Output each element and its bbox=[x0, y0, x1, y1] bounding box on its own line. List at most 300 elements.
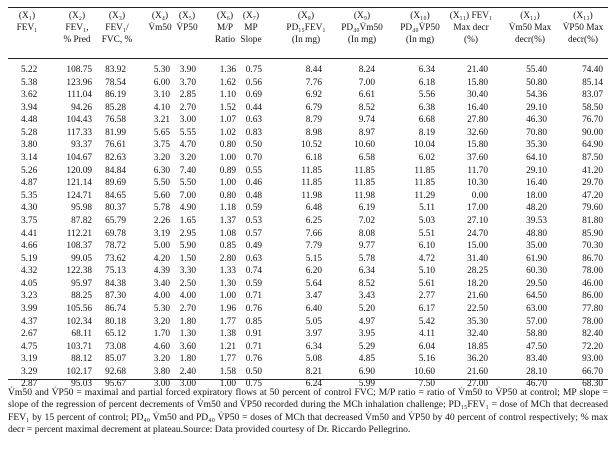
header-x10-line1: (X₁₀) bbox=[410, 11, 430, 21]
table-cell: 1.00 bbox=[219, 153, 236, 164]
table-cell: 4.37 bbox=[21, 316, 38, 327]
header-x7-line2: MP bbox=[244, 23, 258, 33]
table-cell: 39.53 bbox=[526, 215, 547, 226]
table-cell: 3.29 bbox=[21, 366, 38, 377]
table-cell: 3.97 bbox=[305, 329, 322, 340]
table-cell: 11.98 bbox=[301, 190, 322, 201]
table-cell: 6.92 bbox=[305, 90, 322, 101]
column-x3 bbox=[96, 64, 126, 391]
table-cell: 5.56 bbox=[418, 90, 435, 101]
header-x4-line3: V̇m50 bbox=[148, 23, 172, 33]
column-x10 bbox=[405, 64, 435, 391]
table-cell: 108.37 bbox=[66, 241, 92, 252]
header-x9-line1: (X₉) bbox=[353, 11, 371, 21]
table-cell: 15.00 bbox=[467, 241, 488, 252]
table-cell: 1.37 bbox=[219, 215, 236, 226]
table-cell: 4.87 bbox=[21, 178, 38, 189]
table-cell: 0.55 bbox=[245, 165, 262, 176]
table-cell: 10.60 bbox=[354, 140, 375, 151]
table-cell: 0.85 bbox=[219, 241, 236, 252]
table-cell: 4.30 bbox=[21, 203, 38, 214]
table-cell: 2.85 bbox=[179, 90, 196, 101]
table-cell: 46.00 bbox=[582, 278, 603, 289]
table-cell: 108.75 bbox=[66, 65, 92, 75]
table-cell: 15.80 bbox=[467, 77, 488, 88]
table-cell: 0.63 bbox=[245, 253, 262, 264]
table-cell: 6.34 bbox=[358, 266, 375, 277]
table-cell: 85.07 bbox=[105, 354, 126, 365]
table-cell: 3.19 bbox=[21, 354, 38, 365]
table-cell: 48.20 bbox=[526, 203, 547, 214]
table-cell: 80.37 bbox=[105, 203, 126, 214]
table-cell: 0.70 bbox=[245, 153, 262, 164]
table-cell: 3.70 bbox=[179, 77, 196, 88]
table-cell: 9.74 bbox=[358, 115, 375, 126]
header-x11 bbox=[443, 10, 499, 46]
table-cell: 80.18 bbox=[105, 316, 126, 327]
table-cell: 103.71 bbox=[66, 341, 92, 352]
table-cell: 5.38 bbox=[21, 77, 38, 88]
table-cell: 61.90 bbox=[526, 253, 547, 264]
table-cell: 58.50 bbox=[582, 102, 603, 113]
table-cell: 85.28 bbox=[105, 102, 126, 113]
table-cell: 0.75 bbox=[245, 379, 262, 390]
table-cell: 5.28 bbox=[21, 127, 38, 138]
table-cell: 3.00 bbox=[179, 379, 196, 390]
table-cell: 24.70 bbox=[467, 228, 488, 239]
header-x12-line1: (X₁₂) bbox=[520, 11, 540, 21]
table-cell: 3.20 bbox=[153, 153, 170, 164]
table-cell: 1.50 bbox=[179, 253, 196, 264]
header-x11-line2: Max decr bbox=[453, 23, 489, 33]
table-cell: 5.55 bbox=[179, 127, 196, 138]
header-x3 bbox=[98, 10, 136, 46]
table-cell: 15.80 bbox=[467, 140, 488, 151]
header-x9-line2: PD₄₀V̇m50 bbox=[341, 23, 383, 33]
table-cell: 112.21 bbox=[66, 228, 92, 239]
table-cell: 3.23 bbox=[21, 291, 38, 302]
table-cell: 3.00 bbox=[153, 379, 170, 390]
table-cell: 3.75 bbox=[153, 140, 170, 151]
table-cell: 29.70 bbox=[582, 178, 603, 189]
table-cell: 3.20 bbox=[153, 316, 170, 327]
table-cell: 5.50 bbox=[179, 178, 196, 189]
table-cell: 5.16 bbox=[418, 354, 435, 365]
table-cell: 1.08 bbox=[219, 228, 236, 239]
table-cell: 5.30 bbox=[153, 303, 170, 314]
table-cell: 5.26 bbox=[21, 165, 38, 176]
table-cell: 87.50 bbox=[582, 153, 603, 164]
table-cell: 6.61 bbox=[358, 90, 375, 101]
header-x13 bbox=[558, 10, 608, 46]
table-cell: 1.02 bbox=[219, 127, 236, 138]
table-cell: 28.10 bbox=[526, 366, 547, 377]
table-cell: 4.11 bbox=[419, 329, 435, 340]
table-cell: 75.13 bbox=[105, 266, 126, 277]
table-cell: 1.96 bbox=[219, 303, 236, 314]
table-cell: 4.72 bbox=[418, 253, 435, 264]
table-cell: 3.75 bbox=[21, 215, 38, 226]
table-cell: 86.74 bbox=[105, 303, 126, 314]
table-cell: 3.40 bbox=[153, 278, 170, 289]
table-cell: 90.00 bbox=[582, 127, 603, 138]
table-cell: 6.19 bbox=[358, 203, 375, 214]
table-cell: 6.00 bbox=[153, 77, 170, 88]
table-cell: 70.30 bbox=[582, 241, 603, 252]
table-cell: 0.80 bbox=[219, 190, 236, 201]
column-x5 bbox=[172, 64, 196, 391]
header-x13-line3: decr(%) bbox=[568, 35, 598, 45]
table-cell: 2.40 bbox=[179, 366, 196, 377]
table-cell: 5.65 bbox=[153, 127, 170, 138]
table-cell: 69.78 bbox=[105, 228, 126, 239]
table-cell: 68.11 bbox=[71, 329, 92, 340]
table-cell: 48.80 bbox=[526, 228, 547, 239]
table-cell: 3.21 bbox=[153, 115, 170, 126]
table-cell: 123.96 bbox=[66, 77, 92, 88]
table-cell: 104.43 bbox=[66, 115, 92, 126]
table-cell: 27.00 bbox=[467, 379, 488, 390]
table-cell: 32.40 bbox=[467, 329, 488, 340]
table-cell: 9.77 bbox=[358, 241, 375, 252]
table-cell: 29.50 bbox=[526, 278, 547, 289]
table-cell: 22.50 bbox=[467, 303, 488, 314]
table-cell: 4.41 bbox=[21, 228, 38, 239]
table-cell: 35.00 bbox=[526, 241, 547, 252]
table-cell: 28.25 bbox=[467, 266, 488, 277]
header-x2-line2: FEV₁, bbox=[65, 23, 89, 33]
table-cell: 1.80 bbox=[179, 316, 196, 327]
table-cell: 102.34 bbox=[66, 316, 92, 327]
header-x7-line1: (X₇) bbox=[242, 11, 260, 21]
table-cell: 35.30 bbox=[526, 140, 547, 151]
table-cell: 2.95 bbox=[179, 228, 196, 239]
table-cell: 3.80 bbox=[21, 140, 38, 151]
table-cell: 87.82 bbox=[71, 215, 92, 226]
table-cell: 122.38 bbox=[66, 266, 92, 277]
table-header-rule bbox=[8, 58, 608, 59]
table-cell: 4.39 bbox=[153, 266, 170, 277]
table-cell: 2.87 bbox=[21, 379, 38, 390]
header-x1 bbox=[12, 10, 42, 34]
table-cell: 8.21 bbox=[305, 366, 322, 377]
table-cell: 0.46 bbox=[245, 178, 262, 189]
table-cell: 6.68 bbox=[418, 115, 435, 126]
header-x12-line3: decr(%) bbox=[515, 35, 545, 45]
column-x8 bbox=[292, 64, 322, 391]
table-top-rule bbox=[8, 7, 608, 8]
table-cell: 7.00 bbox=[358, 77, 375, 88]
table-cell: 2.26 bbox=[153, 215, 170, 226]
header-x1-line2: (X₁) bbox=[18, 11, 36, 21]
table-cell: 0.56 bbox=[245, 77, 262, 88]
table-cell: 21.60 bbox=[467, 366, 488, 377]
table-cell: 0.71 bbox=[245, 341, 262, 352]
table-cell: 87.30 bbox=[105, 291, 126, 302]
table-cell: 5.99 bbox=[358, 379, 375, 390]
table-bottom-rule bbox=[8, 379, 608, 380]
table-cell: 5.20 bbox=[358, 303, 375, 314]
table-cell: 5.90 bbox=[179, 241, 196, 252]
table-cell: 85.90 bbox=[582, 228, 603, 239]
table-cell: 5.42 bbox=[418, 316, 435, 327]
table-cell: 6.58 bbox=[358, 153, 375, 164]
table-cell: 6.34 bbox=[418, 65, 435, 75]
table-cell: 63.00 bbox=[526, 303, 547, 314]
table-cell: 5.51 bbox=[418, 228, 435, 239]
table-cell: 4.90 bbox=[179, 203, 196, 214]
table-cell: 17.00 bbox=[467, 203, 488, 214]
table-cell: 4.00 bbox=[179, 291, 196, 302]
table-cell: 81.80 bbox=[582, 215, 603, 226]
table-cell: 86.70 bbox=[582, 253, 603, 264]
table-cell: 0.63 bbox=[245, 115, 262, 126]
table-cell: 18.85 bbox=[467, 341, 488, 352]
table-cell: 0.59 bbox=[245, 278, 262, 289]
table-cell: 27.10 bbox=[467, 215, 488, 226]
table-cell: 0.00 bbox=[471, 190, 488, 201]
table-cell: 41.20 bbox=[582, 165, 603, 176]
table-cell: 2.77 bbox=[418, 291, 435, 302]
header-x7 bbox=[236, 10, 266, 46]
table-cell: 0.57 bbox=[245, 228, 262, 239]
table-cell: 31.40 bbox=[467, 253, 488, 264]
table-cell: 7.02 bbox=[358, 215, 375, 226]
table-cell: 3.90 bbox=[179, 65, 196, 75]
table-cell: 76.61 bbox=[105, 140, 126, 151]
table-cell: 1.36 bbox=[219, 65, 236, 75]
table-cell: 0.50 bbox=[245, 366, 262, 377]
table-cell: 11.85 bbox=[414, 165, 435, 176]
table-cell: 27.80 bbox=[467, 115, 488, 126]
table-cell: 65.79 bbox=[105, 215, 126, 226]
table-cell: 8.79 bbox=[305, 115, 322, 126]
table-cell: 5.10 bbox=[418, 266, 435, 277]
table-cell: 11.85 bbox=[354, 165, 375, 176]
table-cell: 8.24 bbox=[358, 65, 375, 75]
table-cell: 36.20 bbox=[467, 354, 488, 365]
table-cell: 4.05 bbox=[21, 278, 38, 289]
table-cell: 7.00 bbox=[179, 190, 196, 201]
table-cell: 73.62 bbox=[105, 253, 126, 264]
table-cell: 29.10 bbox=[526, 102, 547, 113]
table-cell: 3.10 bbox=[153, 90, 170, 101]
table-cell: 73.08 bbox=[105, 341, 126, 352]
header-x10 bbox=[395, 10, 445, 46]
table-cell: 84.65 bbox=[105, 190, 126, 201]
table-cell: 95.97 bbox=[71, 278, 92, 289]
table-cell: 7.50 bbox=[418, 379, 435, 390]
table-cell: 10.04 bbox=[414, 140, 435, 151]
header-x5-line3: V̇P50 bbox=[176, 23, 198, 33]
header-x13-line1: (X₁₃) bbox=[573, 11, 593, 21]
table-cell: 4.00 bbox=[153, 291, 170, 302]
table-cell: 1.30 bbox=[179, 329, 196, 340]
table-cell: 84.38 bbox=[105, 278, 126, 289]
table-cell: 8.44 bbox=[305, 65, 322, 75]
table-cell: 76.70 bbox=[582, 115, 603, 126]
table-cell: 5.78 bbox=[358, 253, 375, 264]
table-cell: 5.22 bbox=[21, 65, 38, 75]
table-cell: 5.29 bbox=[358, 341, 375, 352]
table-cell: 5.03 bbox=[418, 215, 435, 226]
header-x11-line3: (%) bbox=[464, 35, 478, 45]
table-cell: 82.63 bbox=[105, 153, 126, 164]
table-cell: 3.60 bbox=[179, 341, 196, 352]
table-cell: 74.40 bbox=[582, 65, 603, 75]
table-cell: 1.00 bbox=[219, 178, 236, 189]
table-cell: 46.30 bbox=[526, 115, 547, 126]
table-cell: 95.67 bbox=[105, 379, 126, 390]
header-x1-line3: FEV₁ bbox=[16, 23, 38, 33]
table-cell: 29.10 bbox=[526, 165, 547, 176]
table-cell: 11.85 bbox=[414, 178, 435, 189]
table-cell: 78.00 bbox=[582, 316, 603, 327]
table-cell: 1.70 bbox=[153, 329, 170, 340]
table-cell: 0.76 bbox=[245, 354, 262, 365]
table-cell: 70.80 bbox=[526, 127, 547, 138]
table-cell: 78.00 bbox=[582, 266, 603, 277]
table-cell: 5.50 bbox=[153, 178, 170, 189]
column-x12 bbox=[515, 64, 547, 391]
table-cell: 3.47 bbox=[305, 291, 322, 302]
table-cell: 81.99 bbox=[105, 127, 126, 138]
table-cell: 2.50 bbox=[179, 278, 196, 289]
table-cell: 4.20 bbox=[153, 253, 170, 264]
header-x6-line1: (X₆) bbox=[216, 11, 234, 21]
table-cell: 8.98 bbox=[305, 127, 322, 138]
column-x7 bbox=[238, 64, 262, 391]
table-cell: 46.70 bbox=[526, 379, 547, 390]
table-cell: 65.12 bbox=[105, 329, 126, 340]
column-x11 bbox=[456, 64, 488, 391]
table-cell: 6.90 bbox=[358, 366, 375, 377]
table-cell: 93.00 bbox=[582, 354, 603, 365]
header-x6-line2: M/P bbox=[216, 23, 234, 33]
header-x2 bbox=[56, 10, 98, 46]
table-cell: 5.19 bbox=[21, 253, 38, 264]
table-cell: 1.30 bbox=[219, 278, 236, 289]
table-cell: 5.15 bbox=[305, 253, 322, 264]
table-cell: 0.53 bbox=[245, 215, 262, 226]
table-cell: 6.25 bbox=[305, 215, 322, 226]
table-cell: 88.12 bbox=[71, 354, 92, 365]
table-cell: 4.85 bbox=[358, 354, 375, 365]
table-cell: 3.14 bbox=[21, 153, 38, 164]
column-x9 bbox=[345, 64, 375, 391]
table-cell: 0.83 bbox=[245, 127, 262, 138]
table-cell: 64.10 bbox=[526, 153, 547, 164]
table-cell: 0.59 bbox=[245, 203, 262, 214]
header-x2-line3: % Pred bbox=[63, 35, 91, 45]
column-x13 bbox=[571, 64, 603, 391]
table-cell: 102.17 bbox=[66, 366, 92, 377]
table-cell: 76.58 bbox=[105, 115, 126, 126]
table-cell: 5.05 bbox=[305, 316, 322, 327]
table-cell: 68.30 bbox=[582, 379, 603, 390]
table-cell: 93.37 bbox=[71, 140, 92, 151]
table-cell: 117.33 bbox=[66, 127, 92, 138]
table-cell: 11.85 bbox=[301, 178, 322, 189]
table-cell: 7.79 bbox=[305, 241, 322, 252]
header-x10-line3: (In mg) bbox=[405, 35, 435, 45]
column-x4 bbox=[145, 64, 170, 391]
table-cell: 99.05 bbox=[71, 253, 92, 264]
header-x13-line2: V̇P50 Max bbox=[562, 23, 604, 33]
table-cell: 32.60 bbox=[467, 127, 488, 138]
table-cell: 2.70 bbox=[179, 102, 196, 113]
table-cell: 6.17 bbox=[418, 303, 435, 314]
table-cell: 86.00 bbox=[582, 291, 603, 302]
table-cell: 3.20 bbox=[179, 153, 196, 164]
table-cell: 85.14 bbox=[582, 77, 603, 88]
header-x4 bbox=[145, 10, 175, 34]
table-cell: 6.38 bbox=[418, 102, 435, 113]
table-cell: 6.40 bbox=[305, 303, 322, 314]
table-cell: 11.70 bbox=[467, 165, 488, 176]
table-cell: 5.00 bbox=[153, 241, 170, 252]
table-cell: 89.69 bbox=[105, 178, 126, 189]
table-cell: 79.60 bbox=[582, 203, 603, 214]
table-cell: 4.32 bbox=[21, 266, 38, 277]
table-cell: 78.72 bbox=[105, 241, 126, 252]
table-cell: 121.14 bbox=[66, 178, 92, 189]
table-cell: 4.75 bbox=[21, 341, 38, 352]
table-cell: 18.00 bbox=[526, 190, 547, 201]
table-cell: 72.20 bbox=[582, 341, 603, 352]
table-cell: 50.80 bbox=[526, 77, 547, 88]
header-x8-line1: (X₈) bbox=[297, 11, 315, 21]
header-x4-line2: (X₄) bbox=[151, 11, 169, 21]
table-cell: 6.18 bbox=[418, 77, 435, 88]
header-x8 bbox=[277, 10, 335, 46]
table-cell: 0.80 bbox=[219, 140, 236, 151]
table-cell: 8.19 bbox=[418, 127, 435, 138]
table-cell: 84.84 bbox=[105, 165, 126, 176]
table-cell: 86.19 bbox=[105, 90, 126, 101]
table-cell: 11.29 bbox=[414, 190, 435, 201]
header-x5-line2: (X₅) bbox=[178, 11, 196, 21]
table-cell: 6.18 bbox=[305, 153, 322, 164]
table-cell: 5.08 bbox=[305, 354, 322, 365]
table-cell: 2.80 bbox=[219, 253, 236, 264]
column-x1 bbox=[21, 64, 51, 391]
table-cell: 6.02 bbox=[418, 153, 435, 164]
column-x2 bbox=[50, 64, 92, 391]
header-x11-line1: (X₁₁) FEV₁ bbox=[449, 11, 493, 21]
table-cell: 7.40 bbox=[179, 165, 196, 176]
table-cell: 7.66 bbox=[305, 228, 322, 239]
header-x12 bbox=[505, 10, 555, 46]
table-cell: 3.20 bbox=[153, 354, 170, 365]
header-x2-line1: (X₂) bbox=[68, 11, 86, 21]
table-cell: 120.09 bbox=[66, 165, 92, 176]
table-cell: 1.80 bbox=[179, 354, 196, 365]
table-cell: 1.21 bbox=[219, 341, 236, 352]
table-cell: 92.68 bbox=[105, 366, 126, 377]
table-cell: 3.30 bbox=[179, 266, 196, 277]
table-cell: 0.85 bbox=[245, 316, 262, 327]
table-cell: 30.40 bbox=[467, 90, 488, 101]
table-cell: 35.30 bbox=[467, 316, 488, 327]
table-cell: 21.60 bbox=[467, 291, 488, 302]
footnote-text: V̇m50 and V̇P50 = maximal and partial forced expiratory flows at 50 percent of control FVC; M/P ratio = ratio of V̇m50 to V̇P50 at control; MP slope = slope of the regression of percent decrements of V̇m50 and V̇P50 recorded during the MCh inhalation challenge; PD₁₅FEV₁ = dose of MCh that decreased FEV₁ by 15 percent of control; PD₄₀ V̇m50 and PD₄₀ V̇P50 = doses of MCh that decreased V̇m50 and V̇P50 by 40 percent of control respectively; % max decr = percent maximal decrement at plateau.Source: Data provided courtesy of Dr. Riccardo Pellegrino. bbox=[8, 387, 608, 436]
table-cell: 1.52 bbox=[219, 102, 236, 113]
table-cell: 5.64 bbox=[305, 278, 322, 289]
table-cell: 1.65 bbox=[179, 215, 196, 226]
table-cell: 47.50 bbox=[526, 341, 547, 352]
table-cell: 3.43 bbox=[358, 291, 375, 302]
